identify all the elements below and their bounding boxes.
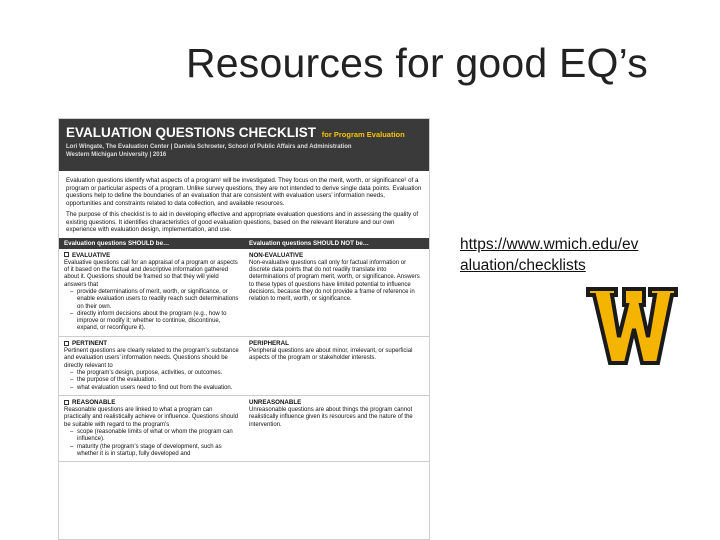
criterion-good-label: PERTINENT <box>72 339 108 347</box>
checkbox-icon <box>64 252 69 257</box>
criterion-bullet: – maturity (the program’s stage of development, such as whether it is in startup, fully developed and <box>70 444 239 459</box>
criterion-bad <box>244 399 429 458</box>
column-header-should-not: Evaluation questions SHOULD NOT be… <box>249 239 369 247</box>
checklist-intro-paragraph: The purpose of this checklist is to aid in developing effective and appropriate evaluation questions and in assessing the quality of existing questions. It identifies characteristics of good evaluation questions, based on the relevant literature and our own experience with evaluation design, implementation, and use. <box>66 211 419 233</box>
criterion-bad-heading: PERIPHERAL <box>249 339 289 347</box>
criterion-good-heading <box>64 340 239 347</box>
checklist-document-image <box>58 118 430 540</box>
criterion-bullet: – scope (reasonable limits of what or whom the program can influence). <box>70 429 239 444</box>
criterion-good-text: Pertinent questions are clearly related to the program’s substance and evaluation users’ information needs. Questions should be directly relevant to <box>64 348 239 369</box>
w-logo-shape <box>588 289 676 363</box>
link-line: aluation/checklists <box>460 257 586 274</box>
criterion-good-label: EVALUATIVE <box>72 251 111 259</box>
criterion-bad <box>244 340 429 392</box>
criterion-bullet: – the program’s design, purpose, activities, or outcomes. <box>70 370 239 377</box>
criterion-good <box>59 399 244 458</box>
checkbox-icon <box>64 341 69 346</box>
slide-title: Resources for good EQ’s <box>186 40 648 86</box>
checklist-url-link[interactable] <box>460 234 700 276</box>
criterion-bullet: – what evaluation users need to find out from the evaluation. <box>70 385 239 392</box>
criterion-good <box>59 340 244 392</box>
checklist-intro <box>59 171 429 234</box>
checkbox-icon <box>64 400 69 405</box>
criterion-good-heading <box>64 399 239 406</box>
checklist-row <box>59 337 429 396</box>
checklist-authors <box>66 143 422 159</box>
criterion-bullets <box>64 370 239 392</box>
criterion-good-label: REASONABLE <box>72 398 116 406</box>
criterion-bullet: – directly inform decisions about the program (e.g., how to improve or modify it; whether to continue, discontinue, expand, or reconfigure it). <box>70 311 239 333</box>
criterion-good <box>59 252 244 333</box>
criterion-bullet: – provide determinations of merit, worth, or significance, or enable evaluation users to readily reach such determinations on their own. <box>70 289 239 311</box>
checklist-title-suffix: for Program Evaluation <box>321 130 405 139</box>
criterion-good-text: Reasonable questions are linked to what a program can practically and realistically achieve or influence. Questions should be suitable with regard to the program’s <box>64 407 239 428</box>
criterion-bad-heading: NON-EVALUATIVE <box>249 251 304 259</box>
checklist-authors-line1: Lori Wingate, The Evaluation Center | Daniela Schroeter, School of Public Affairs and Administration <box>66 144 352 150</box>
criterion-bad-heading: UNREASONABLE <box>249 398 302 406</box>
criterion-bullets <box>64 289 239 333</box>
checklist-header <box>59 119 429 171</box>
wmu-w-logo <box>586 285 678 367</box>
criterion-bad-text: Peripheral questions are about minor, irrelevant, or superficial aspects of the program or stakeholder interests. <box>249 348 413 362</box>
checklist-title <box>66 125 422 140</box>
link-line: https://www.wmich.edu/ev <box>460 236 639 253</box>
checklist-column-headers <box>59 238 429 249</box>
criterion-bad-text: Non-evaluative questions call only for factual information or discrete data points that do not readily translate into determinations of program merit, worth, or significance. Answers to these types of questions have limited potential to influence decisions, because they do not provide a frame of reference in relation to merit, worth, or significance. <box>249 259 420 303</box>
checklist-row <box>59 249 429 337</box>
criterion-good-text: Evaluative questions call for an appraisal of a program or aspects of it based on the factual and descriptive information gathered about it. Questions should be framed so that they will yield answers that <box>64 259 238 288</box>
checklist-intro-paragraph: Evaluation questions identify what aspects of a program¹ will be investigated. They focus on the merit, worth, or significance² of a program or particular aspects of a program. Unlike survey questions, they are not intended to derive single data points. Evaluation questions help to define the boundaries of an evaluation that are consistent with evaluation users’ information needs, opportunities and constraints related to data collection, and available resources. <box>66 177 422 207</box>
criterion-bad <box>244 252 429 333</box>
checklist-title-main: EVALUATION QUESTIONS CHECKLIST <box>66 125 317 140</box>
column-header-should: Evaluation questions SHOULD be… <box>64 239 170 247</box>
criterion-good-heading <box>64 252 239 259</box>
criterion-bad-text: Unreasonable questions are about things the program cannot realistically influence given its resources and the nature of the intervention. <box>249 407 413 428</box>
criterion-bullet: – the purpose of the evaluation. <box>70 377 239 384</box>
checklist-authors-line2: Western Michigan University | 2016 <box>66 152 167 158</box>
criterion-bullets <box>64 429 239 458</box>
checklist-row <box>59 396 429 462</box>
checklist-rows <box>59 249 429 463</box>
